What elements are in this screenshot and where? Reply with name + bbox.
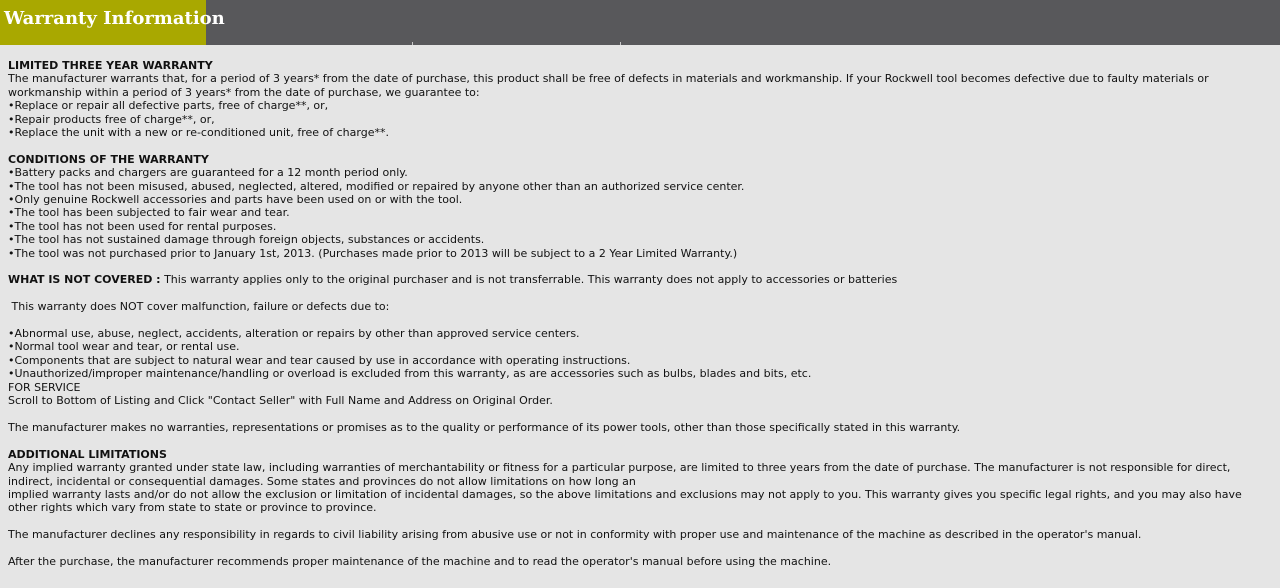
conditions-item: • The tool has not sustained damage through foreign objects, substances or accidents.: [8, 233, 1272, 246]
limited-warranty-intro: The manufacturer warrants that, for a period of 3 years* from the date of purchase, this product shall be free of defects in materials and workmanship. If your Rockwell tool becomes defective due to faulty materials or workmanship within a period of 3 years* from the date of purchase, we guarantee to:: [8, 72, 1209, 99]
not-covered-item: • Normal tool wear and tear, or rental use.: [8, 340, 1272, 353]
header-bar: [0, 0, 1280, 45]
not-covered-item: • Components that are subject to natural wear and tear caused by use in accordance with operating instructions.: [8, 354, 1272, 367]
limited-warranty-item: • Replace the unit with a new or re-conditioned unit, free of charge**.: [8, 126, 1272, 139]
maintenance-text: After the purchase, the manufacturer recommends proper maintenance of the machine and to read the operator's manual before using the machine.: [8, 554, 832, 568]
warranty-content: [8, 59, 1272, 568]
limited-warranty-item: • Repair products free of charge**, or,: [8, 113, 1272, 126]
page-title: Warranty Information: [4, 8, 225, 29]
conditions-item: • The tool was not purchased prior to January 1st, 2013. (Purchases made prior to 2013 will be subject to a 2 Year Limited Warranty.): [8, 247, 1272, 260]
header-divider-mark: [412, 42, 413, 45]
additional-limitations-heading: ADDITIONAL LIMITATIONS: [8, 447, 167, 461]
not-covered-subheading: This warranty does NOT cover malfunction, failure or defects due to:: [8, 300, 390, 314]
header-divider-mark: [620, 42, 621, 45]
conditions-heading: CONDITIONS OF THE WARRANTY: [8, 152, 209, 166]
service-text: Scroll to Bottom of Listing and Click "Contact Seller" with Full Name and Address on Original Order.: [8, 394, 553, 408]
additional-limitations-text: Any implied warranty granted under state law, including warranties of merchantability or fitness for a particular purpose, are limited to three years from the date of purchase. The manufacturer is not responsible for direct, indirect, incidental or consequential damages. Some states and provinces do not allow limitations on how long an: [8, 461, 1231, 488]
conditions-item: • The tool has been subjected to fair wear and tear.: [8, 206, 1272, 219]
not-covered-text: This warranty applies only to the original purchaser and is not transferrable. This warranty does not apply to accessories or batteries: [160, 273, 898, 287]
liability-text: The manufacturer declines any responsibility in regards to civil liability arising from abusive use or not in conformity with proper use and maintenance of the machine as described in the operator's manual.: [8, 528, 1142, 542]
not-covered-heading: WHAT IS NOT COVERED :: [8, 273, 161, 287]
representations-text: The manufacturer makes no warranties, representations or promises as to the quality or performance of its power tools, other than those specifically stated in this warranty.: [8, 420, 961, 434]
additional-limitations-text: implied warranty lasts and/or do not allow the exclusion or limitation of incidental damages, so the above limitations and exclusions may not apply to you. This warranty gives you specific legal rights, and you may also have other rights which vary from state to state or province to province.: [8, 487, 1242, 515]
conditions-item: • Only genuine Rockwell accessories and parts have been used on or with the tool.: [8, 193, 1272, 206]
limited-warranty-heading: LIMITED THREE YEAR WARRANTY: [8, 59, 213, 72]
not-covered-paragraph: [8, 273, 1272, 286]
not-covered-item: • Abnormal use, abuse, neglect, accidents, alteration or repairs by other than approved service centers.: [8, 327, 1272, 340]
conditions-item: • The tool has not been used for rental purposes.: [8, 220, 1272, 233]
conditions-item: • The tool has not been misused, abused, neglected, altered, modified or repaired by anyone other than an authorized service center.: [8, 180, 1272, 193]
service-heading: FOR SERVICE: [8, 380, 81, 394]
header-title-tab: [0, 0, 225, 45]
limited-warranty-item: • Replace or repair all defective parts, free of charge**, or,: [8, 99, 1272, 112]
not-covered-item: • Unauthorized/improper maintenance/handling or overload is excluded from this warranty, as are accessories such as bulbs, blades and bits, etc.: [8, 367, 1272, 380]
conditions-item: • Battery packs and chargers are guaranteed for a 12 month period only.: [8, 166, 1272, 179]
